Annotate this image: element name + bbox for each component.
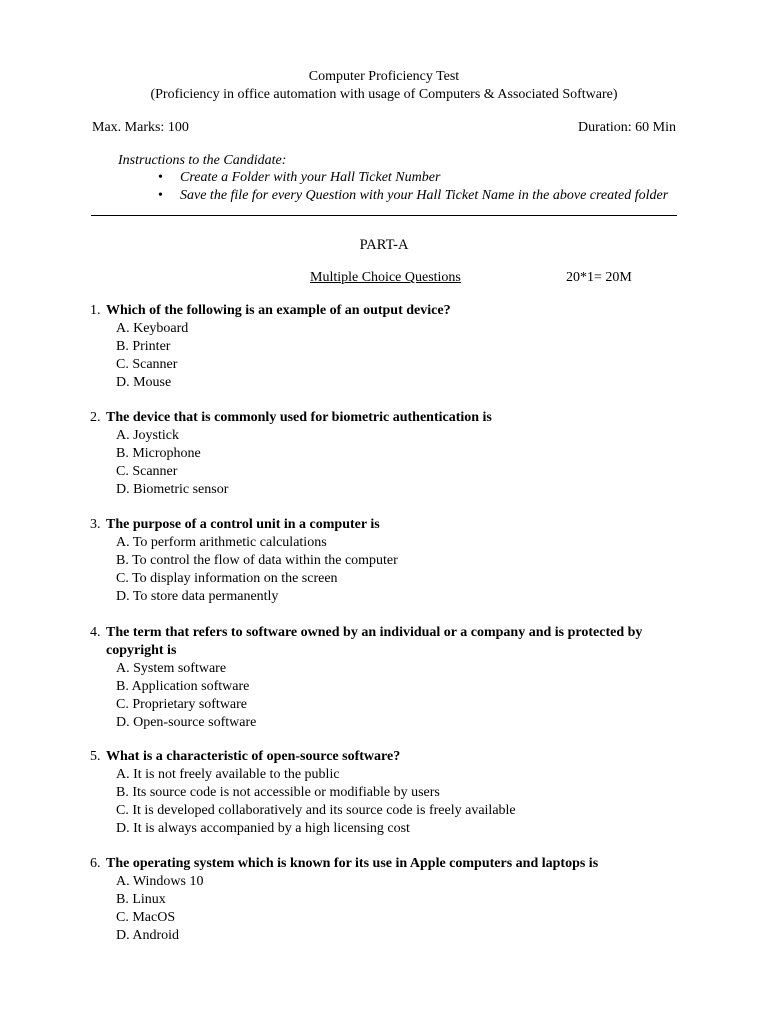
question-6: [90, 855, 690, 945]
question-number: 3.: [90, 517, 101, 532]
instruction-item: [118, 169, 718, 187]
test-subtitle: (Proficiency in office automation with usage of Computers & Associated Software): [150, 87, 618, 102]
question-text: The purpose of a control unit in a computer is: [106, 517, 380, 532]
question-line: [90, 624, 691, 660]
instructions-title: Instructions to the Candidate:: [118, 153, 287, 168]
question-line: [90, 855, 690, 873]
question-line: [90, 516, 690, 534]
option: D. Biometric sensor: [116, 482, 229, 497]
option: A. Joystick: [116, 428, 179, 443]
instruction-item: [118, 187, 718, 205]
section-heading: Multiple Choice Questions: [310, 270, 461, 285]
question-line: [90, 748, 690, 766]
instruction-text: Create a Folder with your Hall Ticket Number: [180, 170, 441, 185]
option: C. It is developed collaboratively and its source code is freely available: [116, 803, 516, 818]
test-title: Computer Proficiency Test: [308, 69, 460, 84]
options-list: [90, 534, 690, 606]
question-3: [90, 516, 690, 606]
option: D. Open-source software: [116, 715, 257, 730]
question-text: What is a characteristic of open-source software?: [106, 749, 401, 764]
option: D. Android: [116, 928, 179, 943]
test-header: [0, 68, 768, 104]
option: B. To control the flow of data within the computer: [116, 553, 398, 568]
divider-line: [91, 215, 677, 216]
part-title: PART-A: [359, 237, 409, 253]
option: B. Microphone: [116, 446, 201, 461]
instruction-text: Save the file for every Question with your Hall Ticket Name in the above created folder: [180, 188, 669, 203]
max-marks: Max. Marks: 100: [92, 120, 189, 135]
question-number: 4.: [90, 625, 101, 640]
instructions-block: [118, 152, 718, 205]
marks-duration-row: [92, 119, 676, 137]
question-text: The term that refers to software owned by an individual or a company and is protected by copyright is: [106, 625, 643, 658]
options-list: [90, 873, 690, 945]
question-number: 1.: [90, 303, 101, 318]
duration: Duration: 60 Min: [578, 120, 676, 135]
options-list: [90, 766, 690, 838]
options-list: [90, 427, 690, 499]
option: D. It is always accompanied by a high licensing cost: [116, 821, 410, 836]
option: A. Windows 10: [116, 874, 204, 889]
bullet-icon: •: [158, 188, 163, 203]
option: B. Its source code is not accessible or modifiable by users: [116, 785, 440, 800]
instructions-list: [118, 169, 718, 205]
question-4: [90, 624, 690, 732]
question-number: 5.: [90, 749, 101, 764]
option: C. Scanner: [116, 464, 178, 479]
option: A. Keyboard: [116, 321, 189, 336]
option: B. Application software: [116, 679, 250, 694]
option: C. Proprietary software: [116, 697, 248, 712]
option: A. To perform arithmetic calculations: [116, 535, 327, 550]
question-5: [90, 748, 690, 838]
question-text: The operating system which is known for its use in Apple computers and laptops is: [106, 856, 599, 871]
question-1: [90, 302, 690, 392]
options-list: [90, 660, 690, 732]
option: B. Linux: [116, 892, 166, 907]
question-number: 6.: [90, 856, 101, 871]
option: B. Printer: [116, 339, 171, 354]
option: C. Scanner: [116, 357, 178, 372]
option: D. Mouse: [116, 375, 172, 390]
option: A. It is not freely available to the public: [116, 767, 340, 782]
option: C. To display information on the screen: [116, 571, 338, 586]
question-2: [90, 409, 690, 499]
question-number: 2.: [90, 410, 101, 425]
question-line: [90, 302, 690, 320]
bullet-icon: •: [158, 170, 163, 185]
option: D. To store data permanently: [116, 589, 279, 604]
section-marks: 20*1= 20M: [566, 270, 632, 285]
question-text: Which of the following is an example of an output device?: [106, 303, 451, 318]
question-line: [90, 409, 690, 427]
option: A. System software: [116, 661, 227, 676]
option: C. MacOS: [116, 910, 176, 925]
question-text: The device that is commonly used for biometric authentication is: [106, 410, 492, 425]
options-list: [90, 320, 690, 392]
